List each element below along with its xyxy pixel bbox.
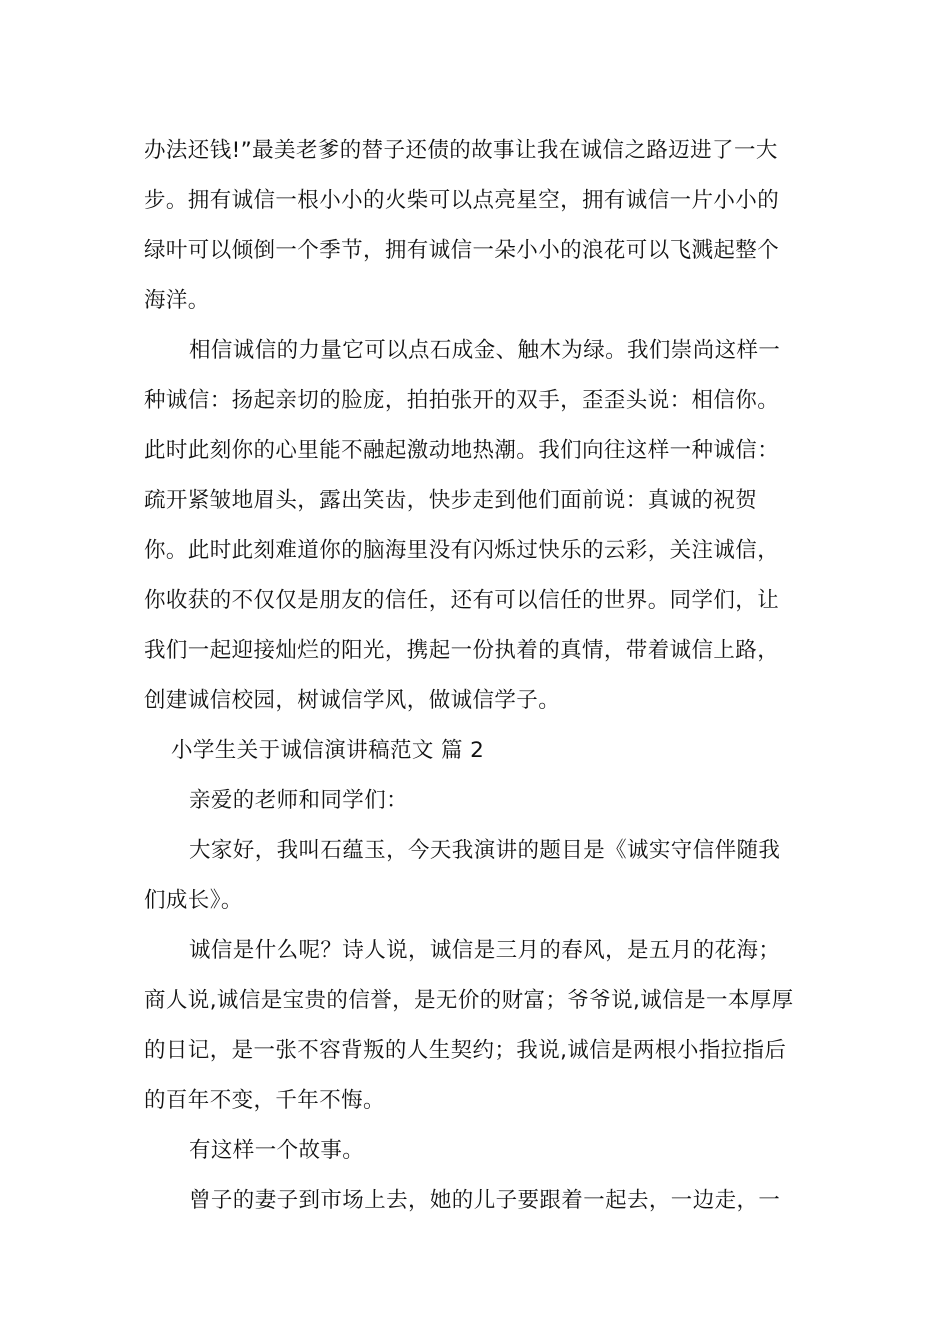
paragraph-line: 我们一起迎接灿烂的阳光，携起一份执着的真情，带着诚信上路， — [144, 638, 780, 663]
paragraph-line: 有这样一个故事。 — [189, 1138, 365, 1163]
paragraph-line: 曾子的妻子到市场上去，她的儿子要跟着一起去，一边走，一 — [189, 1188, 781, 1213]
paragraph-line: 大家好，我叫石蕴玉，今天我演讲的题目是《诚实守信伴随我 — [189, 838, 781, 863]
paragraph-line: 办法还钱!”最美老爹的替子还债的故事让我在诚信之路迈进了一大 — [144, 138, 778, 163]
paragraph-line: 商人说,诚信是宝贵的信誉，是无价的财富；爷爷说,诚信是一本厚厚 — [144, 988, 794, 1013]
paragraph-line: 创建诚信校园，树诚信学风，做诚信学子。 — [144, 688, 561, 713]
paragraph-line: 你收获的不仅仅是朋友的信任，还有可以信任的世界。同学们，让 — [144, 588, 780, 613]
paragraph-line: 的百年不变，千年不悔。 — [144, 1088, 385, 1113]
paragraph-line: 相信诚信的力量它可以点石成金、触木为绿。我们崇尚这样一 — [189, 338, 781, 363]
paragraph-line: 此时此刻你的心里能不融起激动地热潮。我们向往这样一种诚信： — [144, 438, 780, 463]
paragraph-line: 种诚信：扬起亲切的脸庞，拍拍张开的双手，歪歪头说：相信你。 — [144, 388, 780, 413]
section-heading: 小学生关于诚信演讲稿范文 篇 2 — [171, 738, 485, 763]
paragraph-line: 的日记，是一张不容背叛的人生契约；我说,诚信是两根小指拉指后 — [144, 1038, 787, 1063]
paragraph-line: 你。此时此刻难道你的脑海里没有闪烁过快乐的云彩，关注诚信， — [144, 538, 780, 563]
paragraph-line: 绿叶可以倾倒一个季节，拥有诚信一朵小小的浪花可以飞溅起整个 — [144, 238, 780, 263]
greeting: 亲爱的老师和同学们： — [189, 788, 409, 813]
paragraph-line: 疏开紧皱地眉头，露出笑齿，快步走到他们面前说：真诚的祝贺 — [144, 488, 758, 513]
paragraph-line: 步。拥有诚信一根小小的火柴可以点亮星空，拥有诚信一片小小的 — [144, 188, 780, 213]
paragraph-line: 海洋。 — [144, 288, 210, 313]
paragraph-line: 诚信是什么呢？诗人说，诚信是三月的春风，是五月的花海； — [189, 938, 781, 963]
paragraph-line: 们成长》。 — [144, 888, 243, 913]
